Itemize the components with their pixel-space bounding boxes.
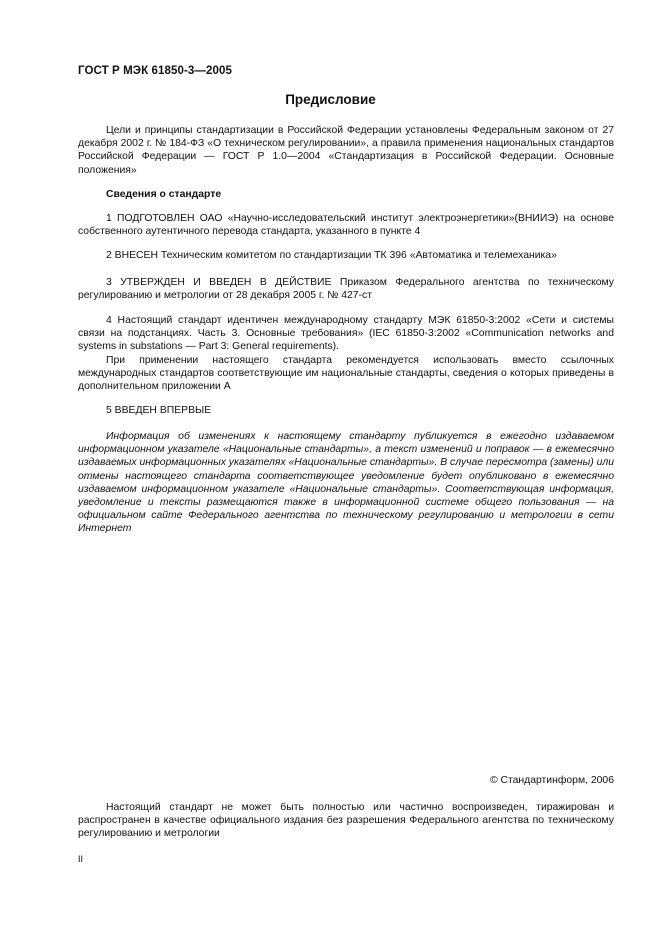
standard-id-header: ГОСТ Р МЭК 61850-3—2005 [78, 65, 232, 77]
item-4-block [78, 314, 614, 393]
legal-paragraph: Настоящий стандарт не может быть полностью или частично воспроизведен, тиражирован и распространен в качестве официального издания без разрешения Федерального агентства по техническому регулированию и метрологии [78, 802, 614, 840]
info-heading: Сведения о стандарте [106, 189, 222, 200]
legal-block [78, 801, 614, 841]
list-item: 1 ПОДГОТОВЛЕН ОАО «Научно-исследовательский институт электроэнергетики»(ВНИИЭ) на основе собственного аутентичного перевода стандарта, указанного в пункте 4 [78, 213, 614, 238]
item-2-block [78, 249, 614, 262]
notice-paragraph: Информация об изменениях к настоящему стандарту публикуется в ежегодно издаваемом информационном указателе «Национальные стандарты», а текст изменений и поправок — в ежемесячно издаваемых информационных указателях «Национальные стандарты». В случае пересмотра (замены) или отмены настоящего стандарта соответствующее уведомление будет опубликовано в ежемесячно издаваемом информационном указателе «Национальные стандарты». Соответствующая информация, уведомление и тексты размещаются также в информационной системе общего пользования — на официальном сайте Федерального агентства по техническому регулированию и метрологии в сети Интернет [78, 431, 614, 535]
page-title: Предисловие [285, 92, 376, 107]
item-1-block [78, 212, 614, 238]
item-5-block [78, 404, 614, 417]
list-item: 3 УТВЕРЖДЕН И ВВЕДЕН В ДЕЙСТВИЕ Приказом Федерального агентства по техническому регулированию и метрологии от 28 декабря 2005 г. № 427-ст [78, 277, 614, 302]
intro-block [78, 124, 614, 177]
list-item-extra: При применении настоящего стандарта рекомендуется использовать вместо ссылочных международных стандартов соответствующие им национальные стандарты, сведения о которых приведены в дополнительном приложении А [78, 354, 614, 393]
copyright-line: © Стандартинформ, 2006 [489, 775, 614, 786]
intro-paragraph: Цели и принципы стандартизации в Российской Федерации установлены Федеральным законом от 27 декабря 2002 г. № 184-ФЗ «О техническом регулировании», а правила применения национальных стандартов Российской Федерации — ГОСТ Р 1.0—2004 «Стандартизация в Российской Федерации. Основные положения» [78, 125, 614, 176]
info-heading-block [78, 188, 614, 201]
list-item: 4 Настоящий стандарт идентичен международному стандарту МЭК 61850-3:2002 «Сети и системы связи на подстанциях. Часть 3. Основные требования» (IEC 61850-3:2002 «Communication networks and systems in substations — Part 3: General requirements). [78, 315, 614, 353]
list-item: 5 ВВЕДЕН ВПЕРВЫЕ [106, 405, 212, 416]
item-3-block [78, 276, 614, 302]
notice-block [78, 430, 614, 536]
list-item: 2 ВНЕСЕН Техническим комитетом по стандартизации ТК 396 «Автоматика и телемеханика» [106, 250, 557, 261]
page-number: II [78, 854, 84, 864]
